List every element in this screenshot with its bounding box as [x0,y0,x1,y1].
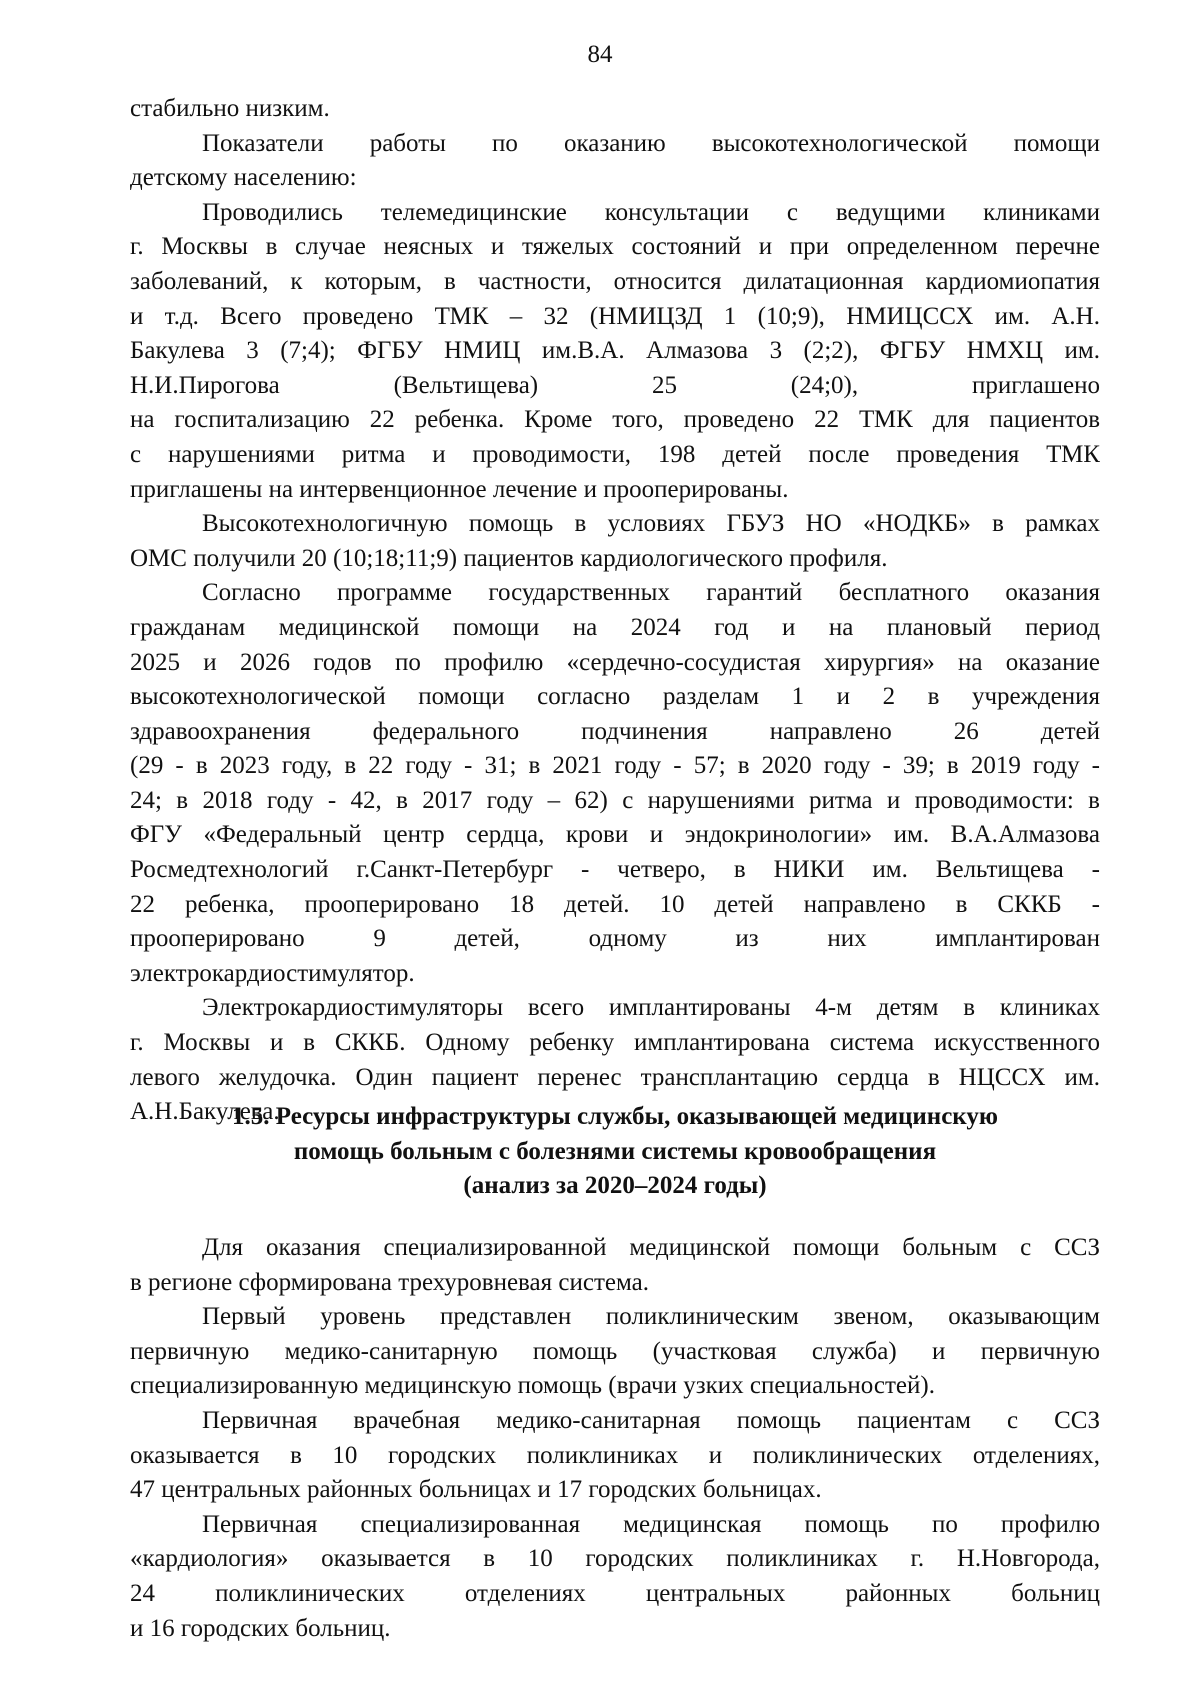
text-line: и т.д. Всего проведено ТМК – 32 (НМИЦЗД 1 (10;9), НМИЦССХ им. А.Н. [130,302,1100,330]
text-line: Высокотехнологичную помощь в условиях ГБУЗ НО «НОДКБ» в рамках [202,510,1100,538]
text-line: и 16 городских больниц. [130,1614,391,1642]
text-line: Первичная специализированная медицинская помощь по профилю [202,1510,1100,1538]
body-text-top [130,92,1100,1130]
text-line: заболеваний, к которым, в частности, относится дилатационная кардиомиопатия [130,267,1100,295]
text-line: специализированную медицинскую помощь (врачи узких специальностей). [130,1372,935,1400]
text-line: гражданам медицинской помощи на 2024 год и на плановый период [130,613,1100,641]
text-line: Росмедтехнологий г.Санкт-Петербург - четверо, в НИКИ им. Вельтищева - [130,856,1100,884]
text-line: с нарушениями ритма и проводимости, 198 детей после проведения ТМК [130,440,1100,468]
text-line: прооперировано 9 детей, одному из них имплантирован [130,925,1100,953]
text-line: Проводились телемедицинские консультации с ведущими клиниками [202,198,1100,226]
section-heading-line-1: 1.5. Ресурсы инфраструктуры службы, оказывающей медицинскую [232,1103,998,1130]
page-number: 84 [587,41,613,68]
text-line: 24 поликлинических отделениях центральных районных больниц [130,1579,1100,1607]
text-line: г. Москвы в случае неясных и тяжелых состояний и при определенном перечне [130,233,1100,261]
text-line: в регионе сформирована трехуровневая система. [130,1268,649,1296]
text-line: Электрокардиостимуляторы всего имплантированы 4-м детям в клиниках [202,994,1100,1022]
text-line: ОМС получили 20 (10;18;11;9) пациентов кардиологического профиля. [130,544,888,572]
text-line: Первый уровень представлен поликлиническим звеном, оказывающим [202,1303,1100,1331]
text-line: высокотехнологической помощи согласно разделам 1 и 2 в учреждения [130,683,1100,711]
text-line: стабильно низким. [130,95,330,122]
text-line: «кардиология» оказывается в 10 городских поликлиниках г. Н.Новгорода, [130,1545,1100,1573]
section-heading [130,1100,1100,1204]
text-line: (29 - в 2023 году, в 22 году - 31; в 2021 году - 57; в 2020 году - 39; в 2019 году - [130,752,1100,780]
text-line: Для оказания специализированной медицинской помощи больным с ССЗ [202,1234,1100,1261]
text-line: электрокардиостимулятор. [130,959,415,987]
text-line: Бакулева 3 (7;4); ФГБУ НМИЦ им.В.А. Алмазова 3 (2;2), ФГБУ НМХЦ им. [130,337,1100,365]
text-line: 47 центральных районных больницах и 17 городских больницах. [130,1476,822,1504]
text-line: здравоохранения федерального подчинения направлено 26 детей [130,717,1100,745]
text-line: Первичная врачебная медико-санитарная помощь пациентам с ССЗ [202,1406,1100,1434]
text-line: левого желудочка. Один пациент перенес трансплантацию сердца в НЦССХ им. [130,1063,1100,1091]
text-line: А.Н.Бакулева. [130,1098,280,1126]
text-line: 2025 и 2026 годов по профилю «сердечно-сосудистая хирургия» на оказание [130,648,1100,676]
section-heading-line-3: (анализ за 2020–2024 годы) [463,1172,767,1200]
text-line: г. Москвы и в СККБ. Одному ребенку имплантирована система искусственного [130,1029,1100,1057]
text-line: на госпитализацию 22 ребенка. Кроме того, проведено 22 ТМК для пациентов [130,406,1100,434]
text-line: ФГУ «Федеральный центр сердца, крови и эндокринологии» им. В.А.Алмазова [130,821,1100,849]
text-line: детскому населению: [130,164,357,192]
text-line: приглашены на интервенционное лечение и прооперированы. [130,475,789,503]
text-line: Показатели работы по оказанию высокотехнологической помощи [202,129,1100,157]
text-line: 22 ребенка, прооперировано 18 детей. 10 детей направлено в СККБ - [130,890,1100,918]
text-line: первичную медико-санитарную помощь (участковая служба) и первичную [130,1337,1100,1365]
section-heading-line-2: помощь больным с болезнями системы кровообращения [293,1137,937,1165]
text-line: оказывается в 10 городских поликлиниках и поликлинических отделениях, [130,1441,1100,1469]
text-line: Н.И.Пирогова (Вельтищева) 25 (24;0), приглашено [130,371,1100,399]
text-line: 24; в 2018 году - 42, в 2017 году – 62) с нарушениями ритма и проводимости: в [130,786,1100,814]
text-line: Согласно программе государственных гарантий бесплатного оказания [202,579,1100,607]
body-text-bottom [130,1231,1100,1646]
